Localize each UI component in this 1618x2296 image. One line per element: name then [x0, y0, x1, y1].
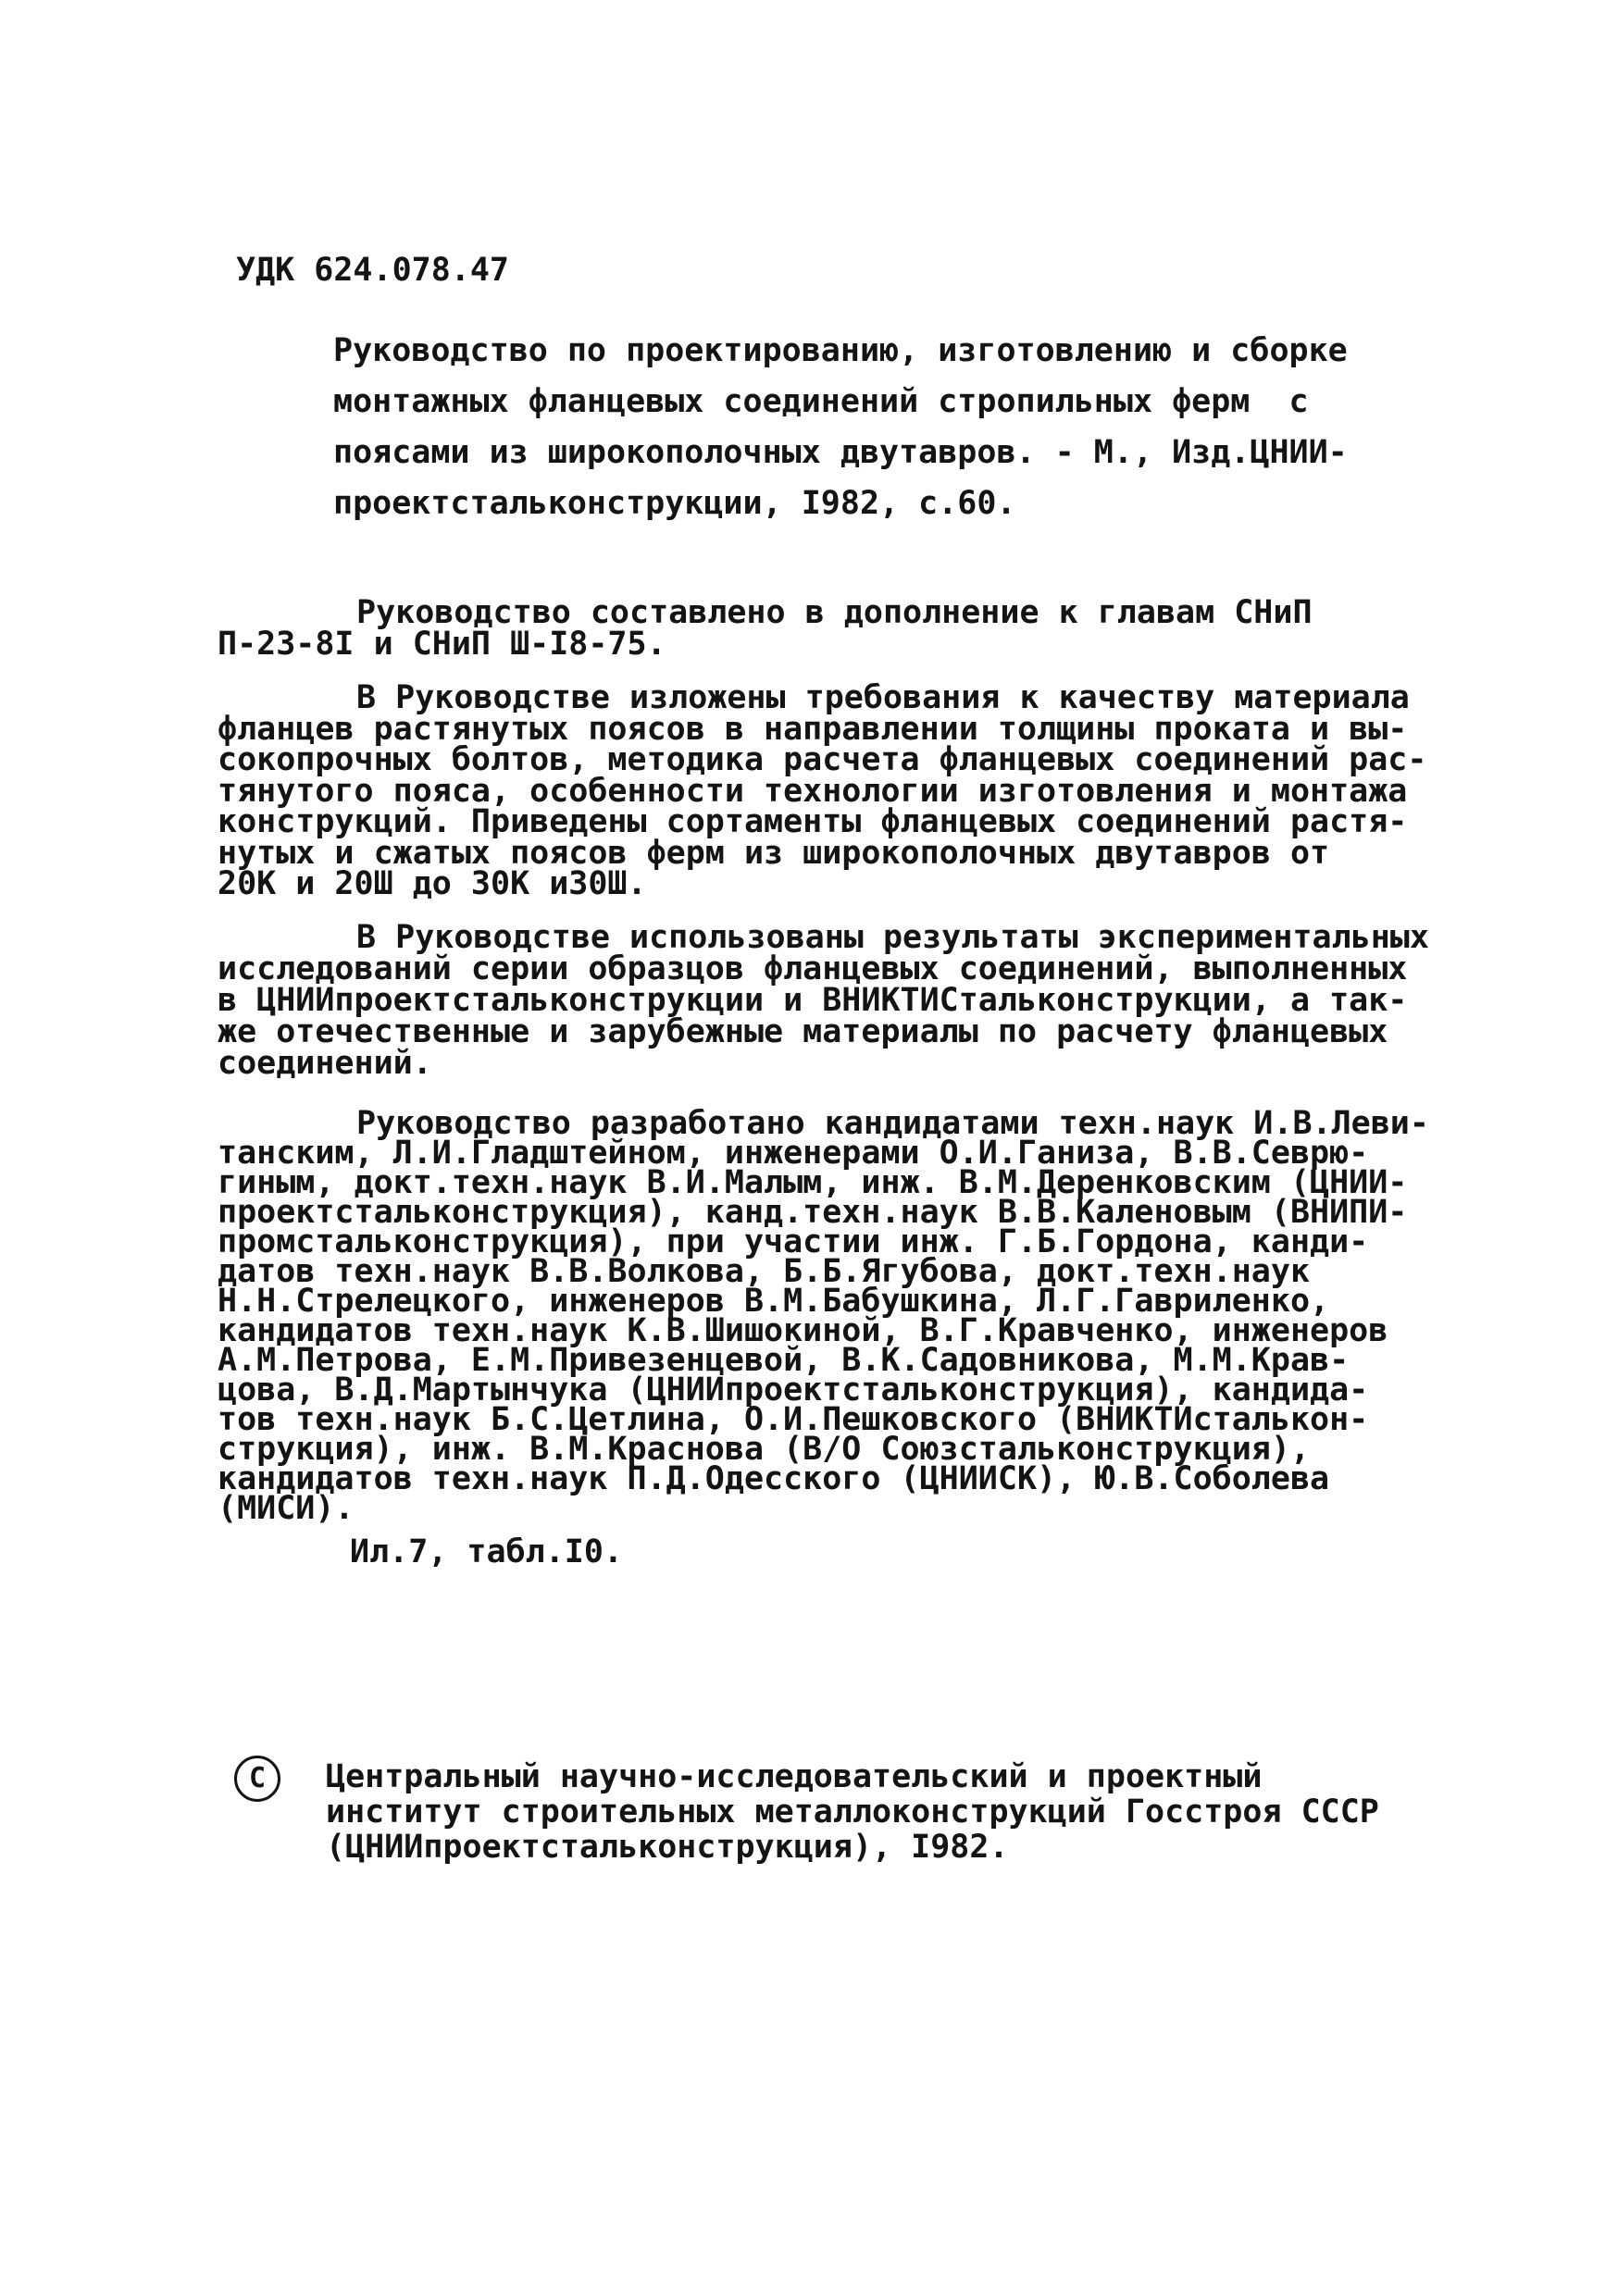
paragraph-authors	[218, 1105, 1429, 1527]
text-line: тов техн.наук Б.С.Цетлина, О.И.Пешковского (ВНИКТИсталькон-	[218, 1401, 1369, 1438]
text-line: Руководство составлено в дополнение к главам СНиП	[356, 594, 1313, 631]
copyright-icon	[234, 1756, 280, 1802]
figures-tables-note: Ил.7, табл.I0.	[350, 1533, 624, 1570]
text-line: сокопрочных болтов, методика расчета фланцевых соединений рас-	[218, 741, 1427, 778]
text-line: проектстальконструкция), канд.техн.наук В.В.Каленовым (ВНИПИ-	[218, 1194, 1408, 1231]
text-line: институт строительных металлоконструкций Госстроя СССР	[326, 1793, 1379, 1831]
text-line: цова, В.Д.Мартынчука (ЦНИИпроектстальконструкция), кандида-	[218, 1371, 1369, 1409]
text-line: конструкций. Приведены сортаменты фланцевых соединений растя-	[218, 803, 1408, 840]
text-line: же отечественные и зарубежные материалы по расчету фланцевых	[218, 1013, 1388, 1050]
text-line: кандидатов техн.наук П.Д.Одесского (ЦНИИСК), Ю.В.Соболева	[218, 1460, 1330, 1497]
text-line: (МИСИ).	[218, 1490, 355, 1527]
text-line: проектстальконструкции, I982, с.60.	[333, 485, 1016, 522]
text-line: 20К и 20Ш до 30К и30Ш.	[218, 865, 647, 902]
paragraph-contents-summary	[218, 679, 1427, 902]
text-line: соединений.	[218, 1045, 432, 1082]
text-line: тянутого пояса, особенности технологии изготовления и монтажа	[218, 772, 1408, 810]
text-line: исследований серии образцов фланцевых соединений, выполненных	[218, 950, 1408, 987]
text-line: П-23-8I и СНиП Ш-I8-75.	[218, 626, 666, 663]
text-line: в ЦНИИпроектстальконструкции и ВНИКТИСтальконструкции, а так-	[218, 982, 1408, 1019]
text-line: датов техн.наук В.В.Волкова, Б.Б.Ягубова, докт.техн.наук	[218, 1253, 1311, 1290]
text-line: кандидатов техн.наук К.В.Шишокиной, В.Г.Кравченко, инженеров	[218, 1312, 1388, 1349]
paragraph-composed-note	[218, 594, 1313, 663]
text-line: танским, Л.И.Гладштейном, инженерами О.И.Ганиза, В.В.Севрю-	[218, 1135, 1369, 1172]
text-line: гиным, докт.техн.наук В.И.Малым, инж. В.М.Деренковским (ЦНИИ-	[218, 1164, 1408, 1201]
text-line: (ЦНИИпроектстальконструкция), I982.	[326, 1829, 1009, 1866]
text-line: нутых и сжатых поясов ферм из широкополочных двутавров от	[218, 834, 1330, 872]
text-line: Центральный научно-исследовательский и проектный	[326, 1758, 1263, 1795]
paragraph-experimental-basis	[218, 919, 1429, 1082]
text-line: Руководство разработано кандидатами техн.наук И.В.Леви-	[356, 1105, 1429, 1142]
text-line: струкция), инж. В.М.Краснова (В/О Союзстальконструкция),	[218, 1431, 1311, 1468]
text-line: А.М.Петрова, Е.М.Привезенцевой, В.К.Садовникова, М.М.Крав-	[218, 1342, 1350, 1379]
text-line: В Руководстве изложены требования к качеству материала	[356, 679, 1410, 716]
text-line: Н.Н.Стрелецкого, инженеров В.М.Бабушкина, Л.Г.Гавриленко,	[218, 1283, 1330, 1320]
text-line: поясами из широкополочных двутавров. - М., Изд.ЦНИИ-	[333, 434, 1348, 471]
text-line: фланцев растянутых поясов в направлении толщины проката и вы-	[218, 710, 1408, 748]
text-line: монтажных фланцевых соединений стропильных ферм с	[333, 383, 1309, 420]
copyright-statement	[326, 1759, 1379, 1865]
text-line: В Руководстве использованы результаты экспериментальных	[356, 919, 1429, 956]
copyright-letter: С	[248, 1762, 267, 1794]
udc-number: УДК 624.078.47	[236, 252, 510, 289]
document-title	[333, 326, 1348, 529]
text-line: Руководство по проектированию, изготовлению и сборке	[333, 332, 1348, 369]
text-line: промстальконструкция), при участии инж. Г.Б.Гордона, канди-	[218, 1223, 1369, 1260]
